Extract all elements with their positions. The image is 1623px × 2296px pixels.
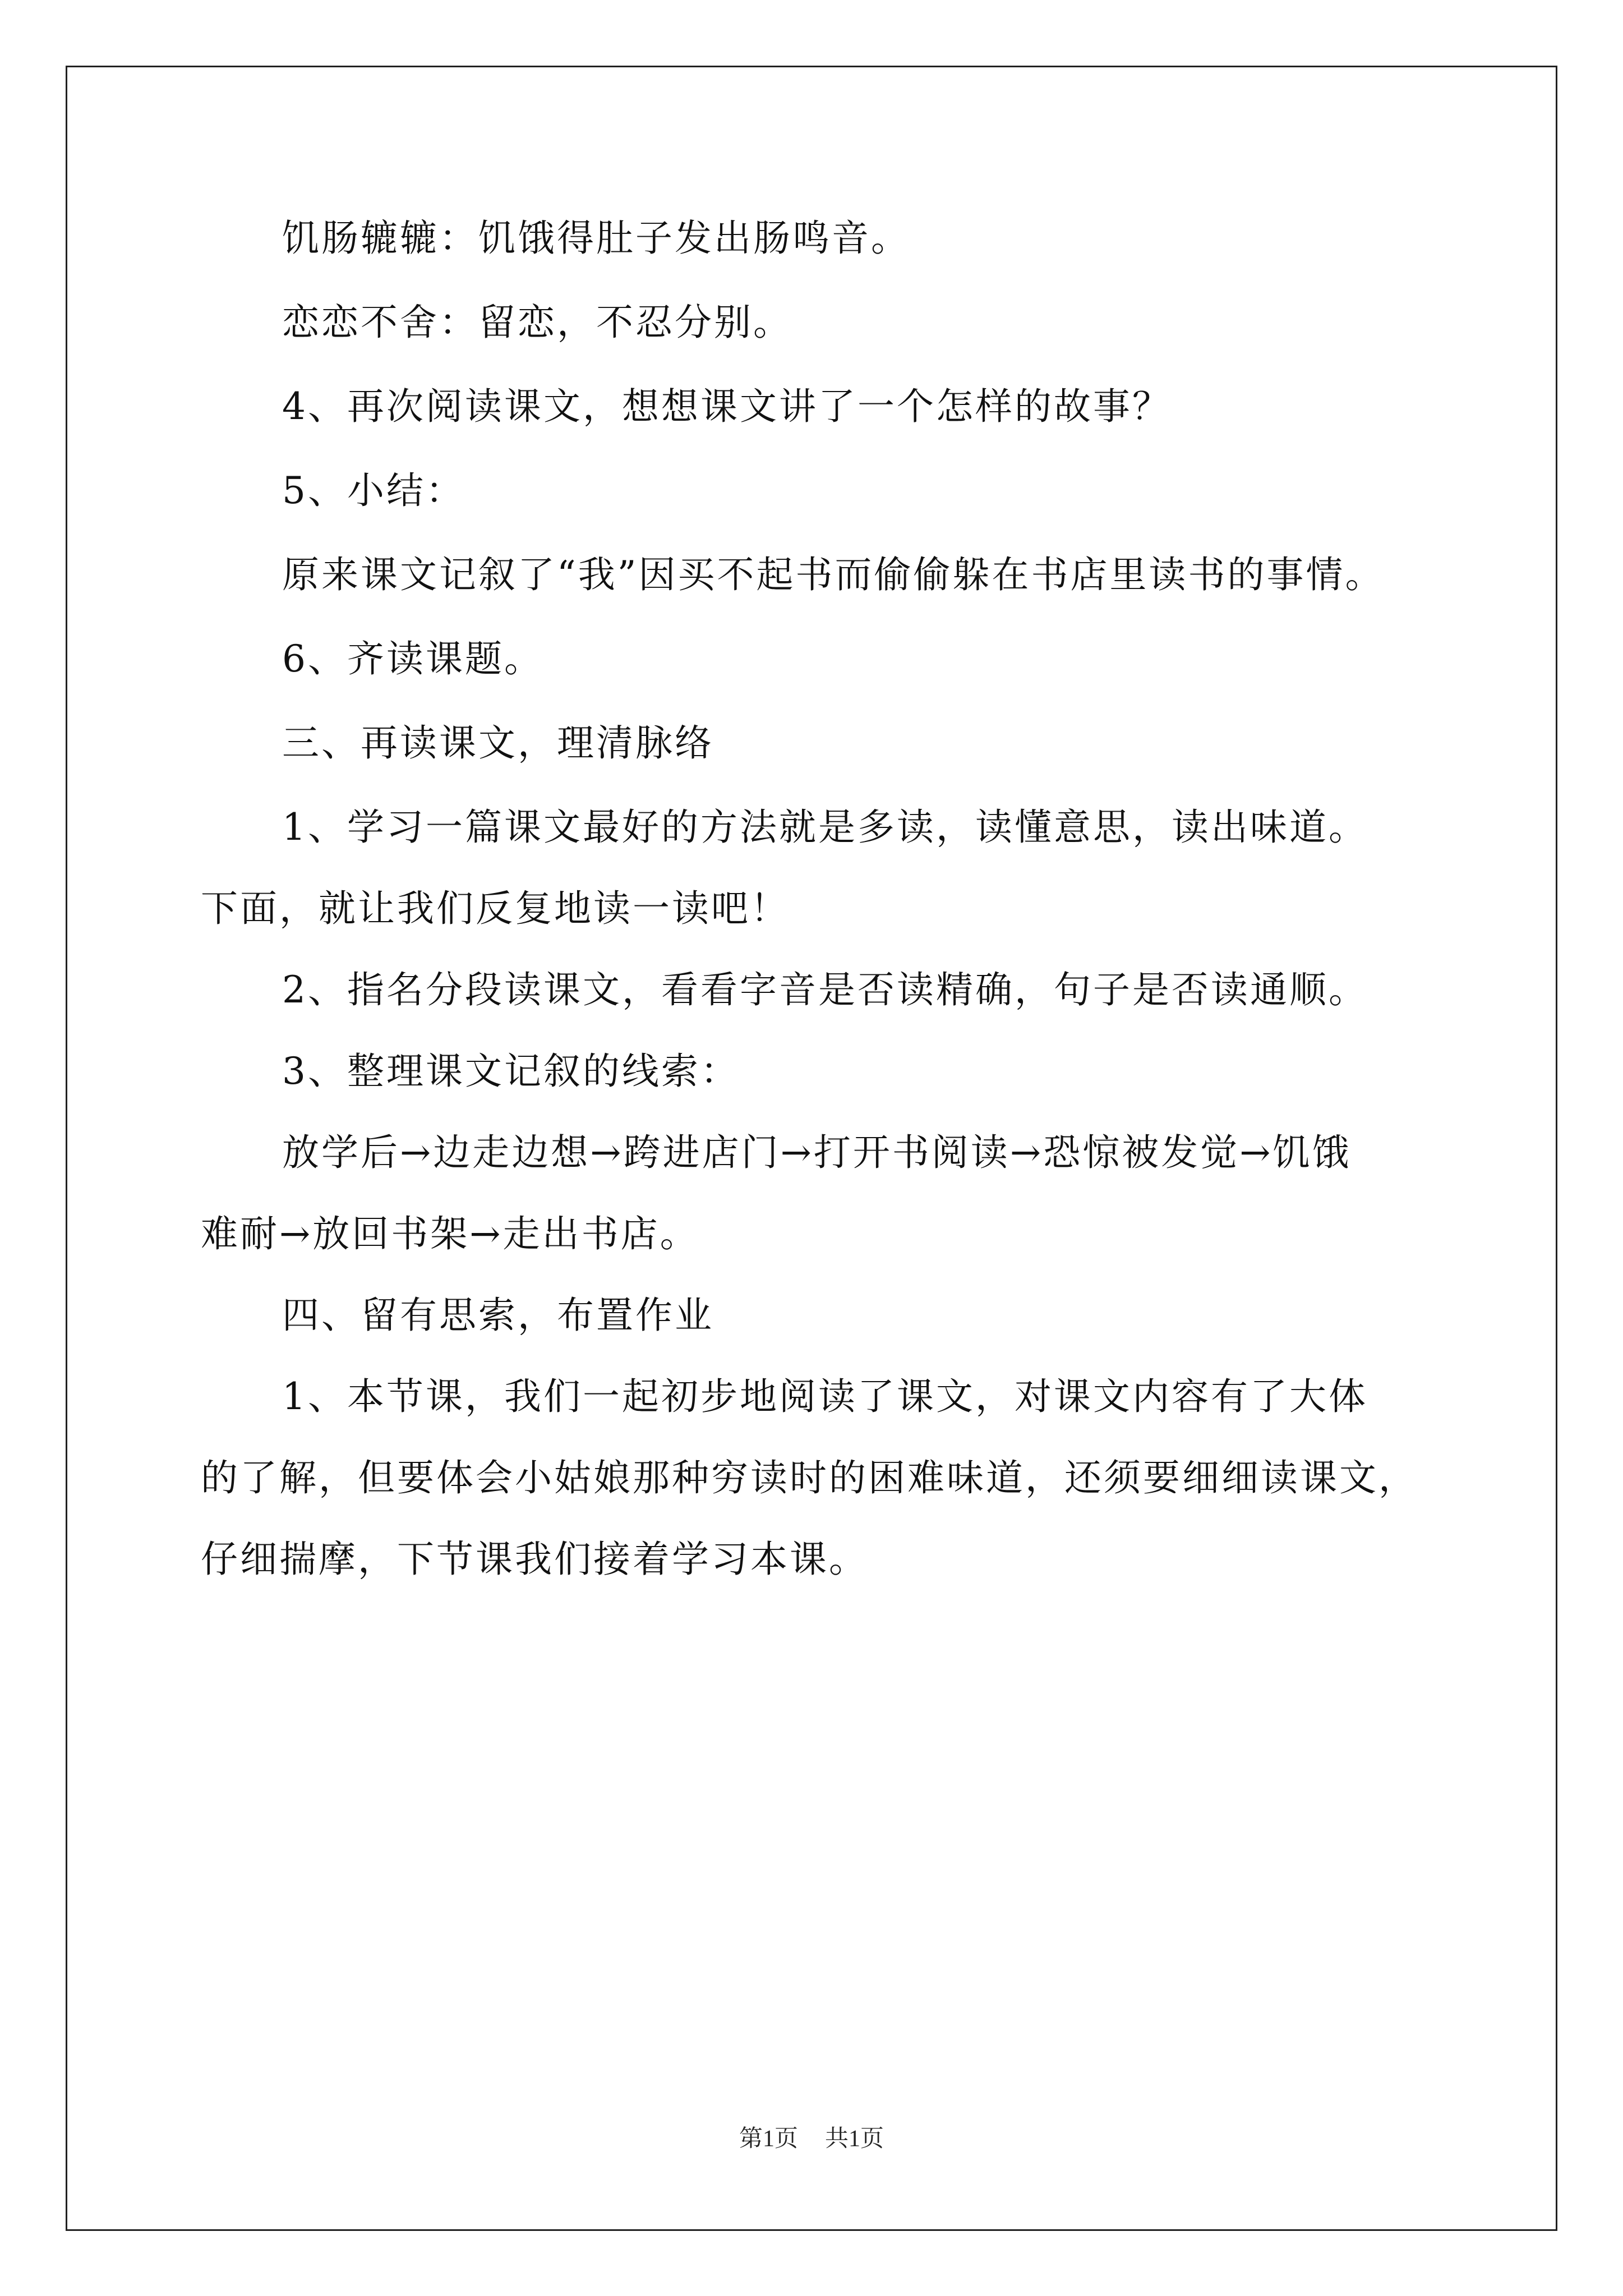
paragraph-line: 的了解，但要体会小姑娘那种穷读时的困难味道，还须要细细读课文， [201,1456,1418,1499]
paragraph-line: 1、本节课，我们一起初步地阅读了课文，对课文内容有了大体 [282,1375,1368,1418]
paragraph-line: 4、再次阅读课文，想想课文讲了一个怎样的故事？ [282,385,1172,428]
paragraph-line: 下面，就让我们反复地读一读吧！ [201,887,790,930]
paragraph-line: 恋恋不舍：留恋，不忍分别。 [282,301,792,344]
paragraph-line: 仔细揣摩，下节课我们接着学习本课。 [201,1538,868,1581]
section-heading: 三、再读课文，理清脉络 [282,721,714,765]
page-number-current: 第1页 [739,2126,798,2152]
paragraph-line: 原来课文记叙了“我”因买不起书而偷偷躲在书店里读书的事情。 [282,553,1385,596]
paragraph-line: 放学后→边走边想→跨进店门→打开书阅读→恐惊被发觉→饥饿 [282,1131,1352,1174]
page-number-total: 共1页 [825,2126,884,2152]
paragraph-line: 3、整理课文记叙的线索： [282,1050,740,1093]
page-footer [0,2123,1623,2155]
section-heading: 四、留有思索，布置作业 [282,1294,714,1337]
paragraph-line: 难耐→放回书架→走出书店。 [201,1212,699,1255]
paragraph-line: 6、齐读课题。 [282,637,543,680]
paragraph-line: 饥肠辘辘：饥饿得肚子发出肠鸣音。 [282,217,910,260]
paragraph-line: 5、小结： [282,469,465,512]
paragraph-line: 1、学习一篇课文最好的方法就是多读，读懂意思，读出味道。 [282,806,1368,849]
paragraph-line: 2、指名分段读课文，看看字音是否读精确，句子是否读通顺。 [282,968,1368,1011]
